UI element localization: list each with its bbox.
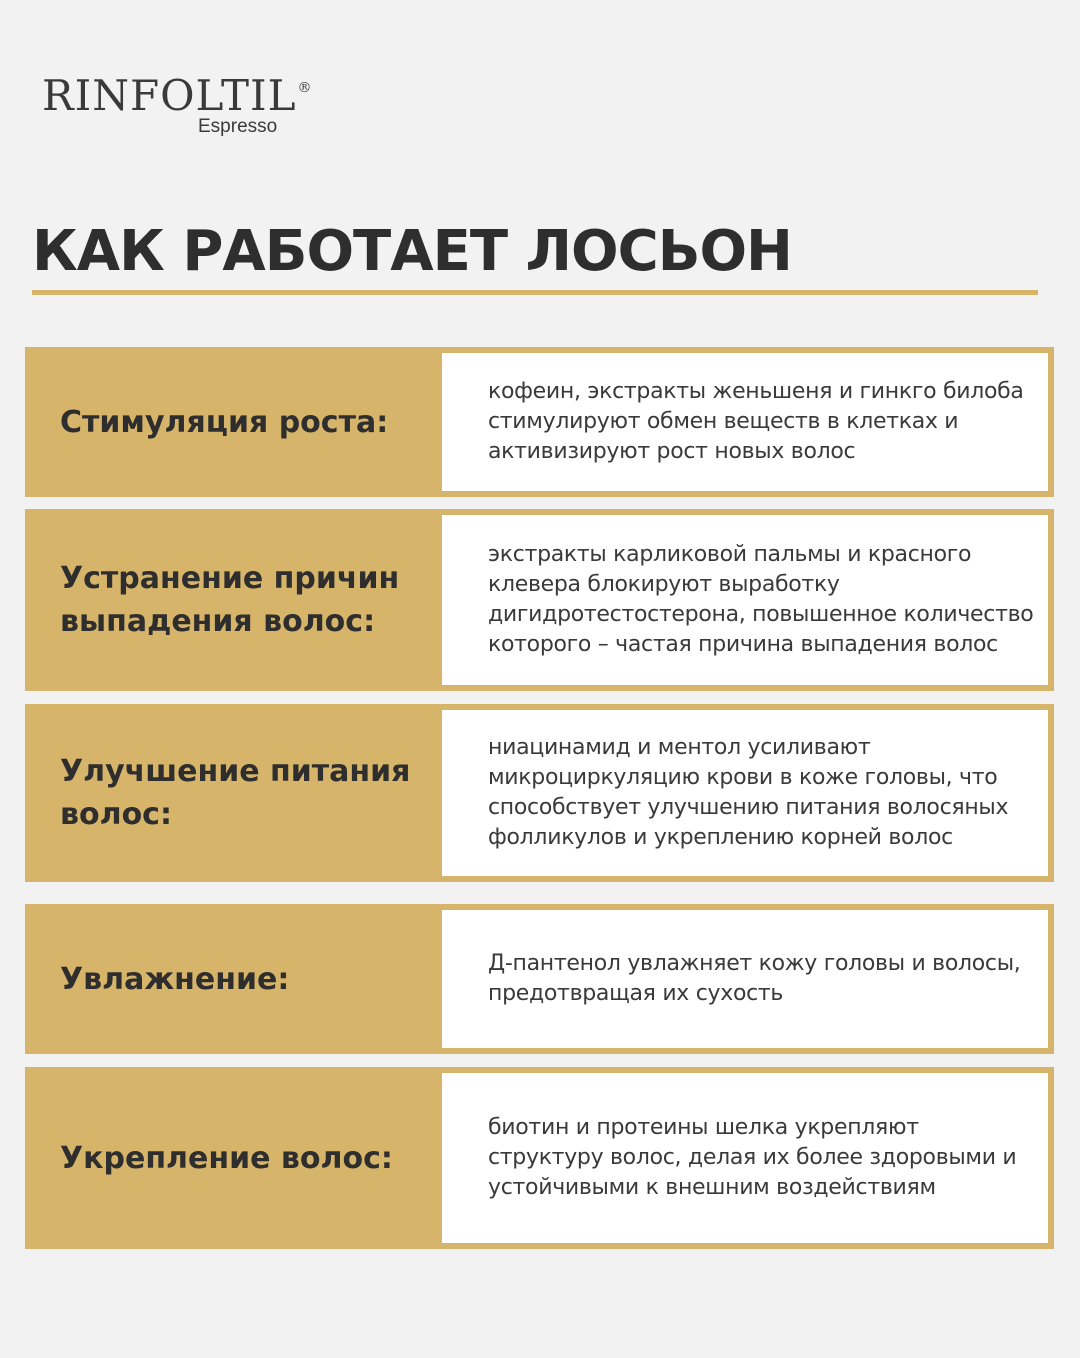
benefit-label: Стимуляция роста:: [60, 404, 389, 440]
benefit-row-strengthening: [25, 1067, 1054, 1249]
benefit-row-nutrition: [25, 704, 1054, 882]
benefit-description: Д-пантенол увлажняет кожу головы и волосы, предотвращая их сухость: [488, 951, 1021, 1006]
benefit-row-growth: [25, 347, 1054, 497]
benefit-description: экстракты карликовой пальмы и красного клевера блокируют выработку дигидротестостерона, повышенное количество которого – частая причина выпадения волос: [488, 542, 1034, 657]
title-underline: [32, 290, 1038, 295]
brand-wordmark: [42, 72, 313, 120]
benefit-description: ниацинамид и ментол усиливают микроциркуляцию крови в коже головы, что способствует улучшению питания волосяных фолликулов и укреплению корней волос: [488, 735, 1009, 850]
benefit-row-hair-loss: [25, 509, 1054, 691]
registered-mark: ®: [297, 80, 313, 96]
brand-subline: Espresso: [198, 116, 278, 137]
benefit-row-moisturizing: [25, 904, 1054, 1054]
benefit-description-panel: [442, 515, 1048, 685]
benefit-description-panel: [442, 910, 1048, 1048]
benefit-description: биотин и протеины шелка укрепляют структуру волос, делая их более здоровыми и устойчивыми к внешним воздействиям: [488, 1115, 1017, 1200]
page-title: КАК РАБОТАЕТ ЛОСЬОН: [32, 219, 792, 284]
benefit-description-panel: [442, 1073, 1048, 1243]
brand-logo: [42, 71, 313, 142]
benefit-description-panel: [442, 710, 1048, 876]
benefit-label: Укрепление волос:: [60, 1140, 393, 1176]
benefit-label: Улучшение питания волос:: [60, 754, 411, 832]
benefit-description: кофеин, экстракты женьшеня и гинкго билоба стимулируют обмен веществ в клетках и активизируют рост новых волос: [488, 379, 1024, 464]
benefit-label: Устранение причин выпадения волос:: [60, 561, 400, 639]
benefit-label: Увлажнение:: [60, 961, 290, 997]
benefit-description-panel: [442, 353, 1048, 491]
brand-name: RINFOLTIL: [42, 71, 297, 120]
